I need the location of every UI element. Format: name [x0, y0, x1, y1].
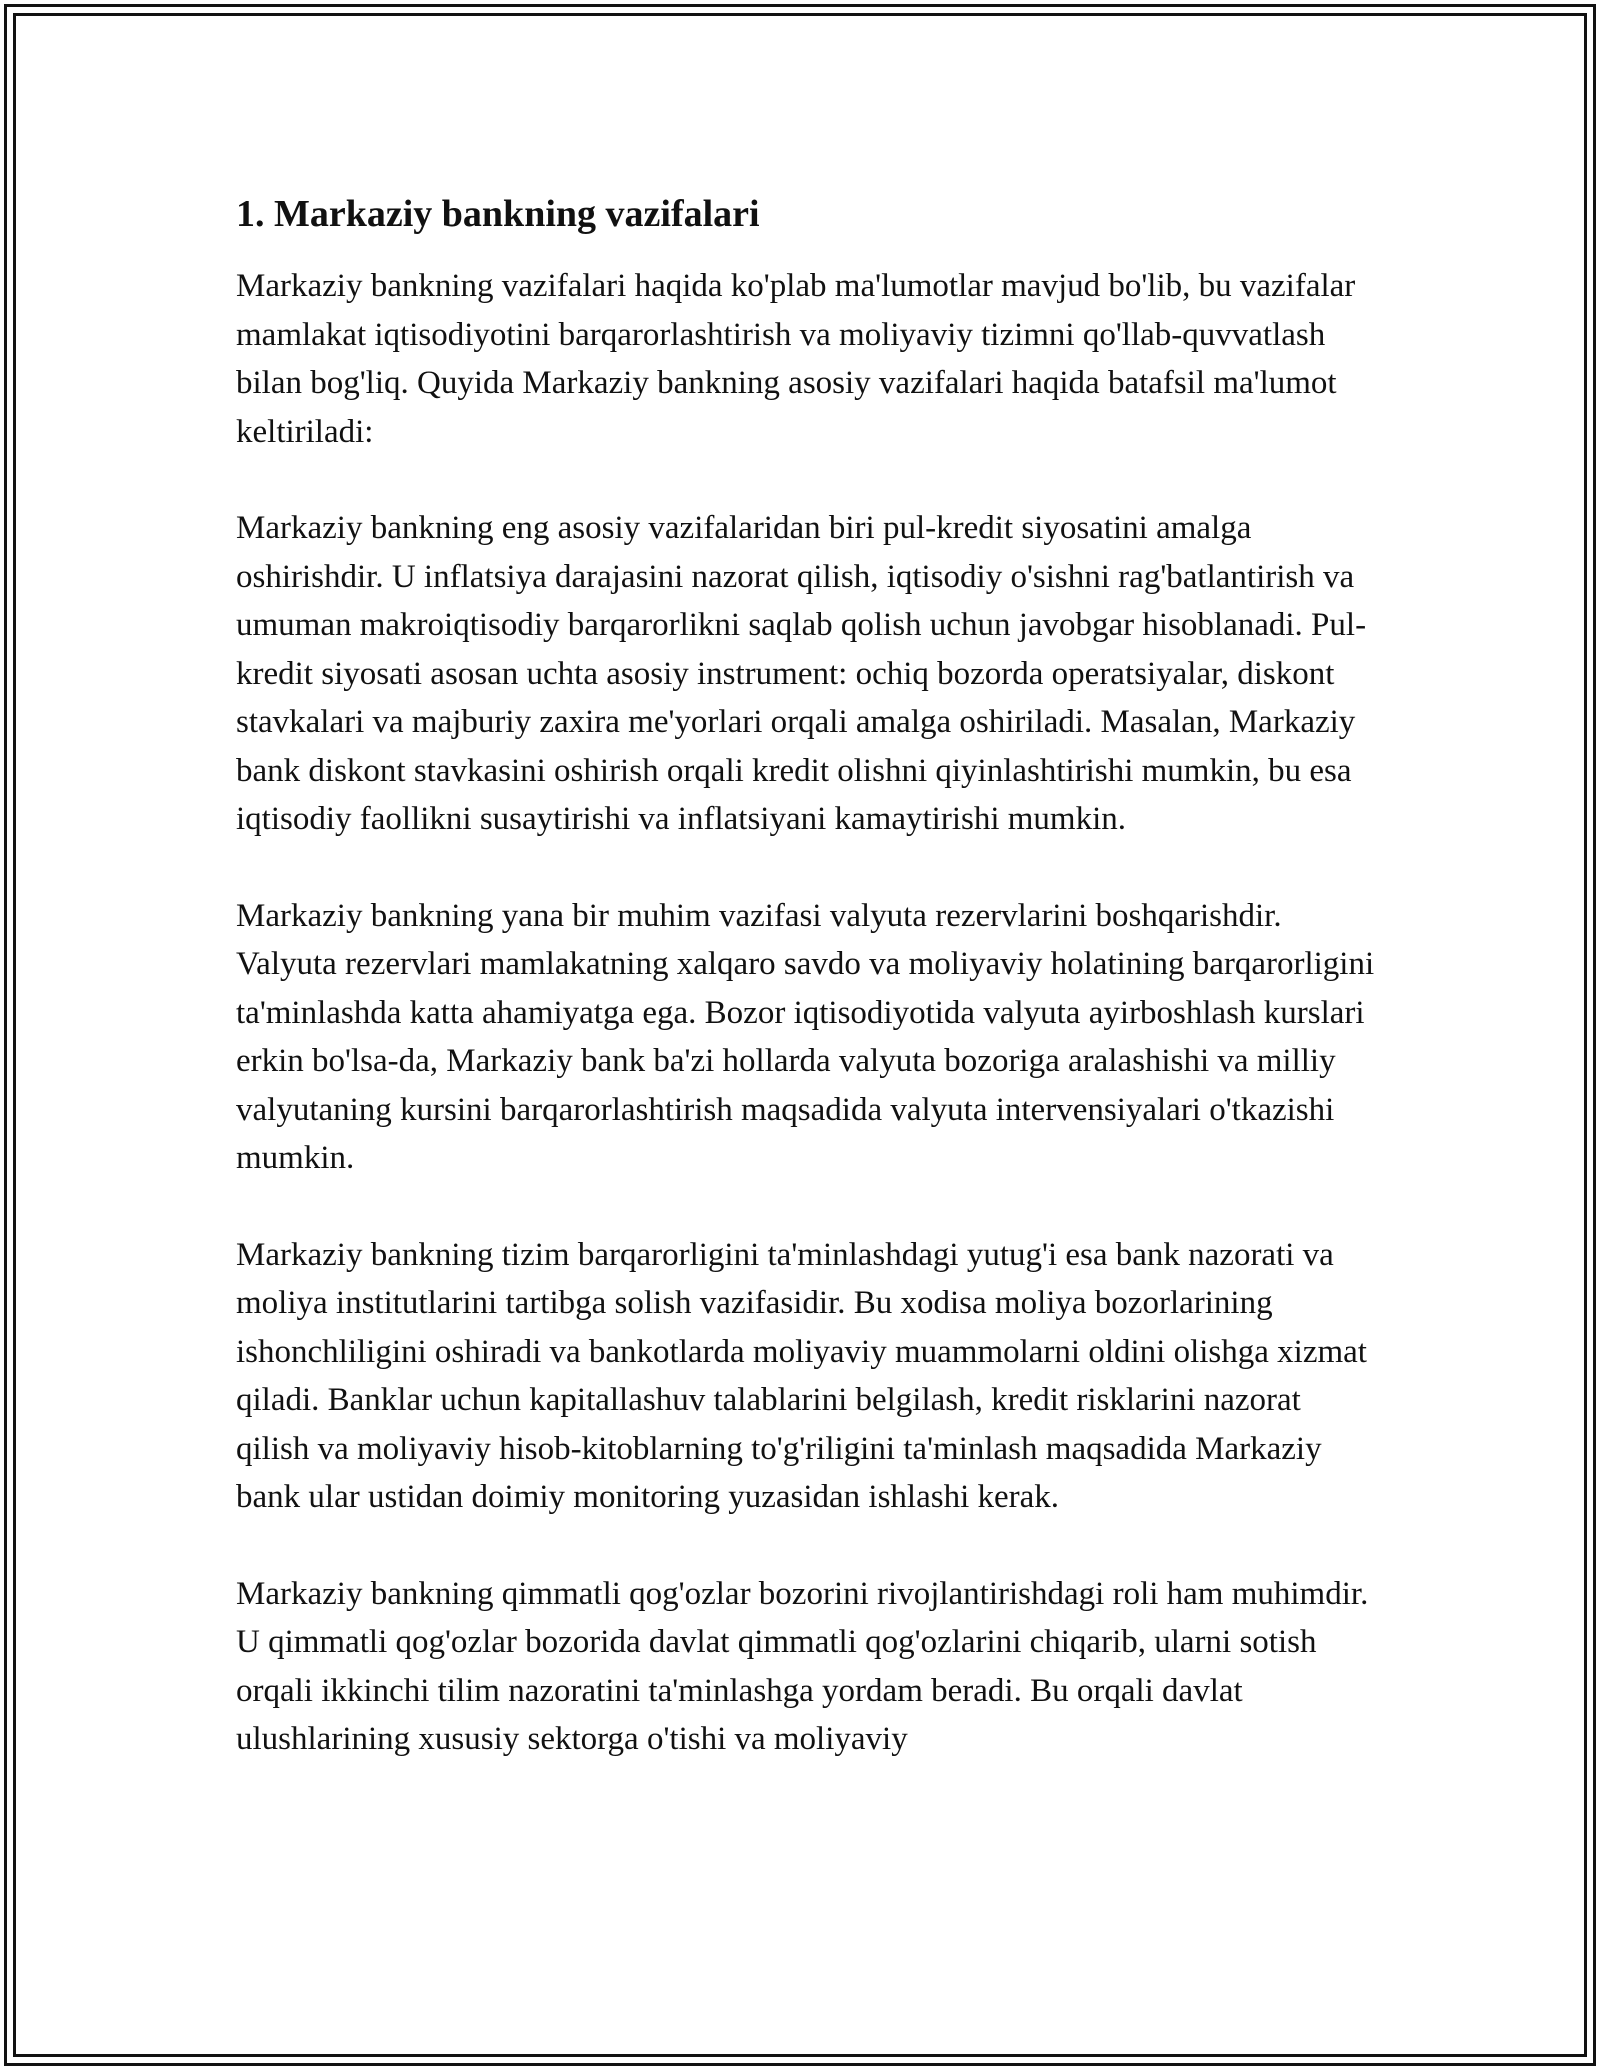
paragraph-securities-market: Markaziy bankning qimmatli qog'ozlar bozorini rivojlantirishdagi roli ham muhimdir. U qimmatli qog'ozlar bozorida davlat qimmatli qog'ozlarini chiqarib, ularni sotish orqali ikkinchi tilim nazoratini ta'minlashga yordam beradi. Bu orqali davlat ulushlarining xususiy sektorga o'tishi va moliyaviy — [236, 1575, 1369, 1757]
section-heading: 1. Markaziy bankning vazifalari — [236, 193, 760, 235]
document-body — [236, 186, 1376, 1764]
paragraph-currency-reserves: Markaziy bankning yana bir muhim vazifasi valyuta rezervlarini boshqarishdir. Valyuta rezervlari mamlakatning xalqaro savdo va moliyaviy holatining barqarorligini ta'minlashda katta ahamiyatga ega. Bozor iqtisodiyotida valyuta ayirboshlash kurslari erkin bo'lsa-da, Markaziy bank ba'zi hollarda valyuta bozoriga aralashishi va milliy valyutaning kursini barqarorlashtirish maqsadida valyuta intervensiyalari o'tkazishi mumkin. — [236, 897, 1375, 1176]
paragraph-bank-supervision: Markaziy bankning tizim barqarorligini ta'minlashdagi yutug'i esa bank nazorati va moliya institutlarini tartibga solish vazifasidir. Bu xodisa moliya bozorlarining ishonchliligini oshiradi va bankotlarda moliyaviy muammolarni oldini olishga xizmat qiladi. Banklar uchun kapitallashuv talablarini belgilash, kredit risklarini nazorat qilish va moliyaviy hisob-kitoblarning to'g'riligini ta'minlash maqsadida Markaziy bank ular ustidan doimiy monitoring yuzasidan ishlashi kerak. — [236, 1236, 1367, 1515]
paragraph-intro: Markaziy bankning vazifalari haqida ko'plab ma'lumotlar mavjud bo'lib, bu vazifalar mamlakat iqtisodiyotini barqarorlashtirish va moliyaviy tizimni qo'llab-quvvatlash bilan bog'liq. Quyida Markaziy bankning asosiy vazifalari haqida batafsil ma'lumot keltiriladi: — [236, 268, 1356, 450]
paragraph-monetary-policy: Markaziy bankning eng asosiy vazifalaridan biri pul-kredit siyosatini amalga oshirishdir. U inflatsiya darajasini nazorat qilish, iqtisodiy o'sishni rag'batlantirish va umuman makroiqtisodiy barqarorlikni saqlab qolish uchun javobgar hisoblanadi. Pul-kredit siyosati asosan uchta asosiy instrument: ochiq bozorda operatsiyalar, diskont stavkalari va majburiy zaxira me'yorlari orqali amalga oshiriladi. Masalan, Markaziy bank diskont stavkasini oshirish orqali kredit olishni qiyinlashtirishi mumkin, bu esa iqtisodiy faollikni susaytirishi va inflatsiyani kamaytirishi mumkin. — [236, 510, 1367, 837]
